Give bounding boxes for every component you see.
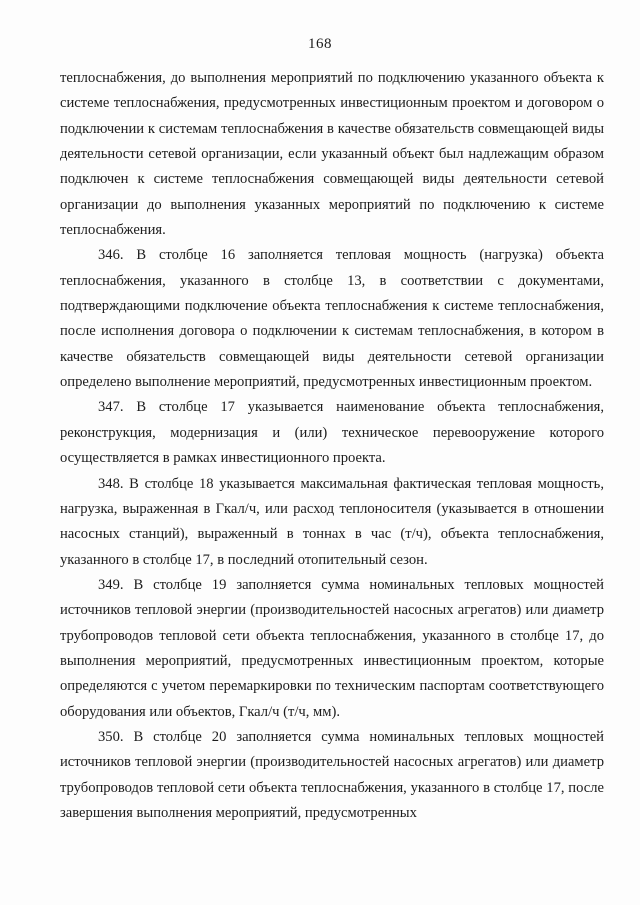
paragraph-348: 348. В столбце 18 указывается максимальная фактическая тепловая мощность, нагрузка, выраженная в Гкал/ч, или расход теплоносителя (указывается в отношении насосных станций), выраженный в тоннах в час (т/ч), объекта теплоснабжения, указанного в столбце 17, в последний отопительный сезон.: [60, 475, 604, 568]
paragraph-347: 347. В столбце 17 указывается наименование объекта теплоснабжения, реконструкция, модернизация и (или) техническое перевооружение которого осуществляется в рамках инвестиционного проекта.: [60, 399, 604, 467]
page-number: 168: [308, 36, 332, 52]
paragraph-349: 349. В столбце 19 заполняется сумма номинальных тепловых мощностей источников тепловой энергии (производительностей насосных агрегатов) или диаметр трубопроводов тепловой сети объекта теплоснабжения, указанного в столбце 17, до выполнения мероприятий, предусмотренных инвестиционным проектом, которые определяются с учетом перемаркировки по техническим паспортам соответствующего оборудования или объектов, Гкал/ч (т/ч, мм).: [60, 576, 604, 720]
paragraph-350: 350. В столбце 20 заполняется сумма номинальных тепловых мощностей источников тепловой энергии (производительностей насосных агрегатов) или диаметр трубопроводов тепловой сети объекта теплоснабжения, указанного в столбце 17, после завершения выполнения мероприятий, предусмотренных: [60, 728, 604, 821]
paragraph-continuation: теплоснабжения, до выполнения мероприятий по подключению указанного объекта к системе теплоснабжения, предусмотренных инвестиционным проектом и договором о подключении к системам теплоснабжения в качестве обязательств совмещающей виды деятельности сетевой организации, если указанный объект был надлежащим образом подключен к системе теплоснабжения совмещающей виды деятельности сетевой организации до выполнения указанных мероприятий по подключению к системе теплоснабжения.: [60, 70, 604, 239]
paragraph-346: 346. В столбце 16 заполняется тепловая мощность (нагрузка) объекта теплоснабжения, указанного в столбце 13, в соответствии с документами, подтверждающими подключение объекта теплоснабжения к системе теплоснабжения, после исполнения договора о подключении к системам теплоснабжения, в котором в качестве обязательств совмещающей виды деятельности сетевой организации определено выполнение мероприятий, предусмотренных инвестиционным проектом.: [60, 247, 604, 391]
document-body: [60, 66, 604, 826]
